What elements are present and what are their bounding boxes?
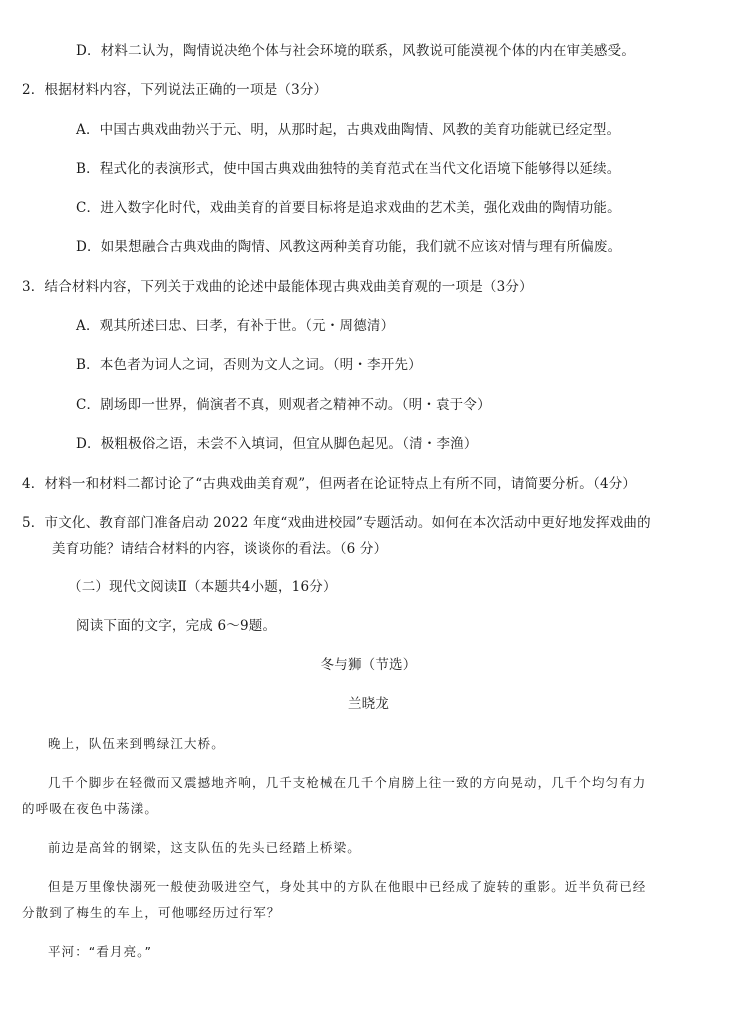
passage-author: 兰晓龙	[347, 696, 390, 712]
section-heading: （二）现代文阅读Ⅱ（本题共4小题，16分）	[68, 579, 337, 595]
passage-paragraph: 平河：“看月亮。”	[48, 944, 153, 959]
passage-paragraph-continued: 分散到了梅生的车上，可他哪经历过行军？	[22, 905, 281, 920]
passage-paragraph: 几千个脚步在轻微而又震撼地齐响，几千支枪械在几千个肩膀上往一致的方向晃动，几千个均匀有力	[48, 775, 647, 790]
passage-paragraph: 但是万里像快溺死一般使劲吸进空气，身处其中的方队在他眼中已经成了旋转的重影。近半负荷已经	[48, 879, 647, 894]
q2-option-c: C．进入数字化时代，戏曲美育的首要目标将是追求戏曲的艺术美，强化戏曲的陶情功能。	[76, 200, 621, 216]
passage-paragraph: 前边是高耸的钢梁，这支队伍的先头已经踏上桥梁。	[48, 840, 361, 855]
q3-option-c: C．剧场即一世界，倘演者不真，则观者之精神不动。（明・袁于令）	[76, 397, 491, 413]
q3-option-a: A．观其所述曰忠、曰孝，有补于世。（元・周德清）	[76, 318, 395, 334]
q1-option-d: D．材料二认为，陶情说决绝个体与社会环境的联系，风教说可能漠视个体的内在审美感受。	[76, 43, 636, 59]
q3-option-b: B．本色者为词人之词，否则为文人之词。（明・李开先）	[76, 357, 422, 373]
q2-option-d: D．如果想融合古典戏曲的陶情、风教这两种美育功能，我们就不应该对情与理有所偏废。	[76, 239, 622, 255]
question-5-line-1: 5．市文化、教育部门准备启动 2022 年度“戏曲进校园”专题活动。如何在本次活动中更好地发挥戏曲的	[22, 515, 651, 531]
reading-instruction: 阅读下面的文字，完成 6～9题。	[76, 618, 277, 634]
q2-option-b: B．程式化的表演形式，使中国古典戏曲独特的美育范式在当代文化语境下能够得以延续。	[76, 161, 621, 177]
q2-option-a: A．中国古典戏曲勃兴于元、明，从那时起，古典戏曲陶情、风教的美育功能就已经定型。	[76, 122, 621, 138]
question-4: 4．材料一和材料二都讨论了“古典戏曲美育观”，但两者在论证特点上有所不同，请简要分析。（4分）	[22, 476, 637, 492]
question-5-line-2: 美育功能？请结合材料的内容，谈谈你的看法。（6 分）	[52, 541, 388, 557]
q3-option-d: D．极粗极俗之语，未尝不入填词，但宜从脚色起见。（清・李渔）	[76, 436, 478, 452]
passage-paragraph: 晚上，队伍来到鸭绿江大桥。	[48, 736, 225, 751]
question-2: 2．根据材料内容，下列说法正确的一项是（3分）	[22, 82, 328, 98]
passage-paragraph-continued: 的呼吸在夜色中荡漾。	[22, 801, 159, 816]
passage-title: 冬与狮（节选）	[320, 657, 417, 673]
question-3: 3．结合材料内容，下列关于戏曲的论述中最能体现古典戏曲美育观的一项是（3分）	[22, 279, 533, 295]
